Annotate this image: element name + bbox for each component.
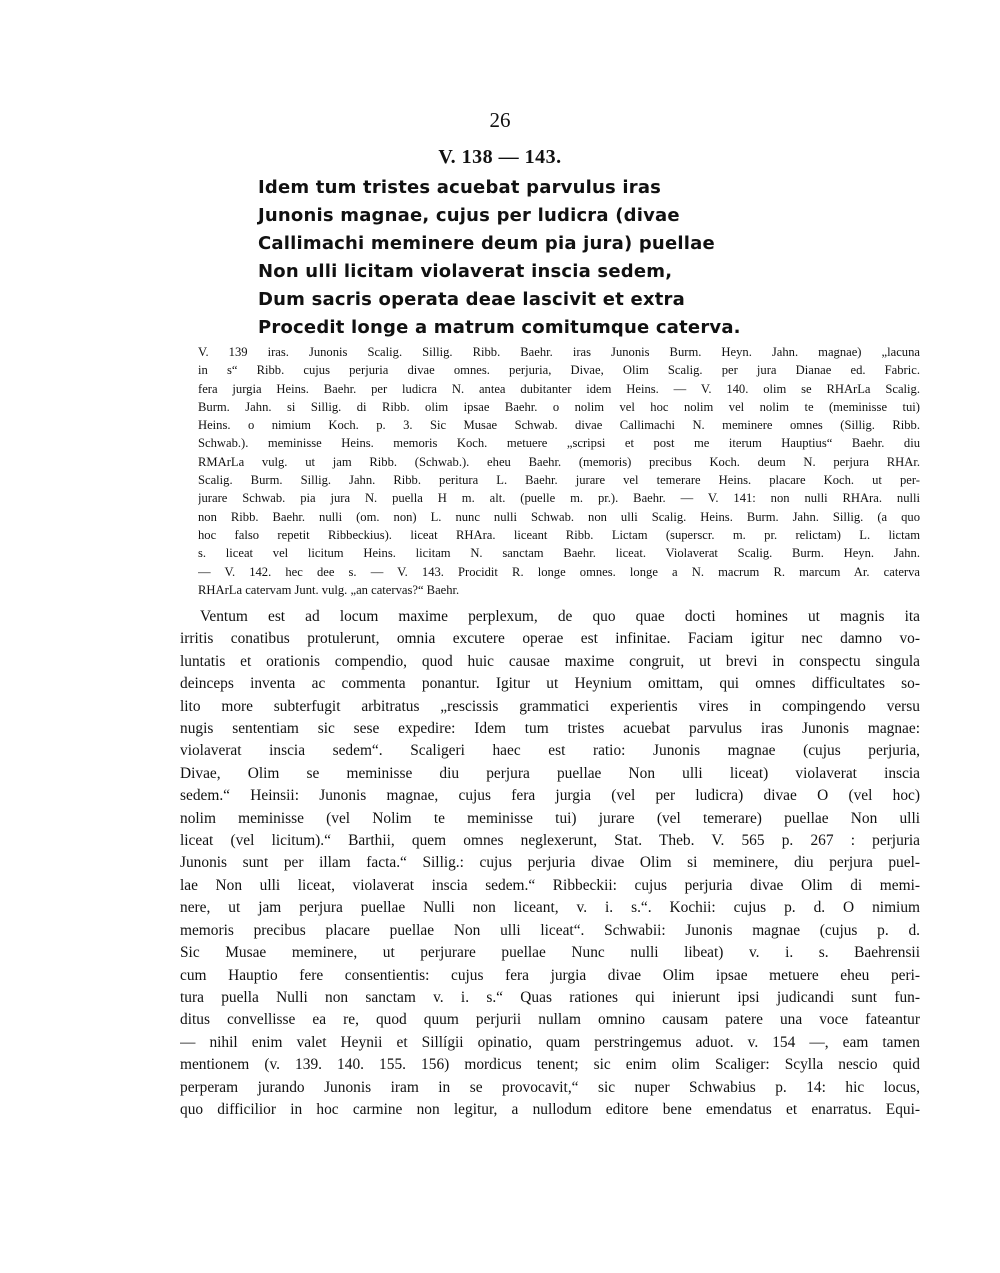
- apparatus-line: Heins. o nimium Koch. p. 3. Sic Musae Schwab. divae Callimachi N. meminere omnes (Sillig. Ribb.: [198, 418, 920, 433]
- commentary-line: irritis conatibus protulerunt, omnia excutere operae est infinitae. Faciam igitur nec damno vo-: [180, 630, 920, 648]
- commentary-line: memoris precibus placare puellae Non ulli liceat“. Schwabii: Junonis magnae (cujus p. d.: [180, 921, 920, 939]
- apparatus-line: — V. 142. hec dee s. — V. 143. Procidit R. longe omnes. longe a N. macrum R. marcum Ar. caterva: [198, 564, 920, 579]
- apparatus-line: Schwab.). meminisse Heins. memoris Koch. metuere „scripsi et post me iterum Hauptius“ Baehr. diu: [198, 436, 920, 451]
- verse-line: Dum sacris operata deae lascivit et extra: [258, 289, 685, 310]
- commentary-line: deinceps inventa ac commenta ponantur. Igitur ut Heynium omittam, qui omnes difficultates so-: [180, 675, 920, 693]
- apparatus-line: Scalig. Burm. Sillig. Jahn. Ribb. peritura L. Baehr. jurare vel temerare Heins. placare Koch. ut per-: [198, 473, 920, 488]
- commentary-line: lae Non ulli liceat, violaverat inscia sedem.“ Ribbeckii: cujus perjuria divae Olim di memi-: [180, 876, 920, 894]
- apparatus-line: Burm. Jahn. si Sillig. di Ribb. olim ipsae Baehr. o nolim vel hoc nolim vel nolim te (meminisse tui): [198, 399, 920, 414]
- apparatus-line: RHArLa catervam Junt. vulg. „an catervas?“ Baehr.: [198, 582, 460, 597]
- commentary-line: quo difficilior in hoc carmine non legitur, a nullodum editore bene emendatus et enarratus. Equi-: [180, 1100, 920, 1118]
- commentary-line: ditus convellisse ea re, quod quum perjurii nullam omnino causam patere una voce fateantur: [180, 1011, 920, 1029]
- page-number: 26: [489, 108, 511, 132]
- commentary-line: liceat (vel licitum).“ Barthii, quem omnes neglexerunt, Stat. Theb. V. 565 p. 267 : perjuria: [180, 832, 920, 850]
- apparatus-line: RMArLa vulg. ut jam Ribb. (Schwab.). eheu Baehr. (memoris) precibus Koch. deum N. perjura RHAr.: [198, 454, 920, 469]
- commentary-line: Sic Musae meminere, ut perjurare puellae Nunc nulli libeat) v. i. s. Baehrensii: [180, 944, 920, 962]
- commentary-line: nugis sententiam sic sese expedire: Idem tum tristes acuebat parvulus iras Junonis magnae:: [180, 720, 920, 738]
- verse-line: Junonis magnae, cujus per ludicra (divae: [258, 205, 680, 226]
- commentary-line: — nihil enim valet Heynii et Sillígii opinatio, quam perstringemus aduot. v. 154 —, eam tamen: [180, 1033, 920, 1051]
- commentary-line: perperam jurando Junonis iram in se provocavit,“ sic nuper Schwabius p. 14: hic locus,: [180, 1078, 920, 1096]
- verse-line: Procedit longe a matrum comitumque caterva.: [258, 317, 741, 338]
- commentary-line: lito more subterfugit arbitratus „rescissis grammatici experientis vires in compingendo versu: [180, 697, 920, 715]
- apparatus-line: fera jurgia Heins. Baehr. per ludicra N. antea dubitanter idem Heins. — V. 140. olim se RHArLa Scalig.: [198, 381, 920, 396]
- apparatus-line: V. 139 iras. Junonis Scalig. Sillig. Ribb. Baehr. iras Junonis Burm. Heyn. Jahn. magnae) „lacuna: [198, 345, 920, 359]
- commentary-line: luntatis et orationis compendio, quod huic causae maxime congruit, ut brevi in conspectu singula: [180, 652, 920, 670]
- apparatus-line: hoc falso repetit Ribbeckius). liceat RHAra. liceant Ribb. Lictam (superscr. m. pr. relictam) L. lictam: [198, 527, 920, 542]
- commentary-line: cum Hauptio fere consentientis: cujus fera jurgia divae Olim ipsae metuere eheu peri-: [180, 966, 920, 984]
- verse-line: Non ulli licitam violaverat inscia sedem,: [258, 261, 673, 282]
- commentary-line: Ventum est ad locum maxime perplexum, de quo quae docti homines ut magnis ita: [200, 608, 920, 625]
- apparatus-line: jurare Schwab. pia jura N. puella H m. alt. (puelle m. pr.). Baehr. — V. 141: non nulli RHAra. nulli: [198, 491, 920, 506]
- verse-line: Callimachi meminere deum pia jura) puellae: [258, 233, 715, 254]
- commentary-line: violaverat inscia sedem“. Scaligeri haec est ratio: Junonis magnae (cujus perjuria,: [180, 742, 920, 760]
- critical-apparatus: [198, 343, 920, 599]
- commentary-line: mentionem (v. 139. 140. 155. 156) mordicus tenent; sic enim olim Scaliger: Scylla nescio quid: [180, 1056, 920, 1074]
- commentary-line: nolim meminisse (vel Nolim te meminisse tui) jurare (vel temerare) puellae Non ulli: [180, 809, 920, 827]
- section-heading: V. 138 — 143.: [438, 146, 562, 168]
- apparatus-line: non Ribb. Baehr. nulli (om. non) L. nunc nulli Schwab. non ulli Scalig. Heins. Burm. Jahn. Sillig. (a quo: [198, 509, 920, 524]
- verse-block: [258, 174, 818, 342]
- commentary-text: [180, 606, 920, 1121]
- commentary-line: tura puella Nulli non sanctam v. i. s.“ Quas rationes qui inierunt ipsi judicandi sunt fun-: [180, 988, 920, 1006]
- verse-line: Idem tum tristes acuebat parvulus iras: [258, 177, 662, 198]
- commentary-line: Divae, Olim se meminisse diu perjura puellae Non ulli liceat) violaverat inscia: [180, 764, 920, 782]
- apparatus-line: in s“ Ribb. cujus perjuria divae omnes. perjuria, Divae, Olim Scalig. per jura Dianae ed. Fabric.: [198, 363, 920, 378]
- commentary-line: Junonis sunt per illam facta.“ Sillig.: cujus perjuria divae Olim si meminere, diu perjura puel-: [180, 854, 920, 872]
- commentary-line: sedem.“ Heinsii: Junonis magnae, cujus fera jurgia (vel per ludicra) divae O (vel hoc): [180, 787, 920, 805]
- apparatus-line: s. liceat vel licitum Heins. licitam N. sanctam Baehr. liceat. Violaverat Scalig. Burm. Heyn. Jahn.: [198, 546, 920, 561]
- commentary-line: nere, ut jam perjura puellae Nulli non liceant, v. i. s.“. Kochii: cujus p. d. O nimium: [180, 899, 920, 917]
